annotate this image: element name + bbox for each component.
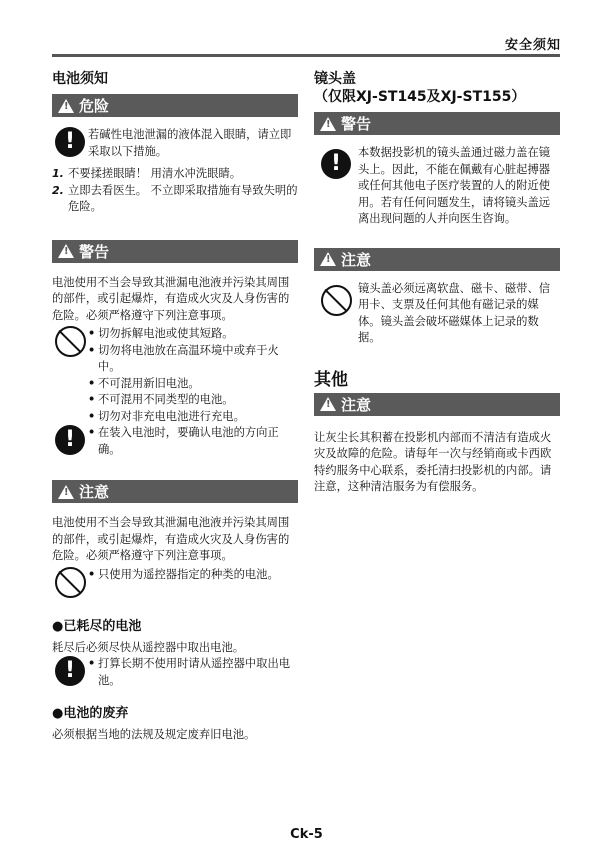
other-caution-label: 注意	[341, 395, 372, 414]
prohibited-icon	[321, 285, 352, 316]
list-item: • 打算长期不使用时请从遥控器中取出电池。	[88, 656, 298, 689]
caution-text: 电池使用不当会导致其泄漏电池液并污染其周围的部件，或引起爆炸，有造成火灾及人身伤害的危险。必须严格遵守下列注意事项。	[52, 516, 290, 562]
list-item: • 切勿对非充电电池进行充电。	[88, 409, 298, 426]
caution-label: 注意	[79, 483, 110, 501]
mandatory-icon: !	[55, 127, 85, 157]
battery-section-title: 电池须知	[52, 71, 108, 87]
lens-caution-label: 注意	[341, 250, 372, 269]
warning-triangle-icon	[320, 252, 336, 266]
prohibited-icon	[55, 567, 86, 598]
warning-triangle-icon	[58, 485, 74, 499]
mandatory-icon: !	[321, 149, 351, 179]
lens-caution-bar	[314, 248, 560, 271]
dead-battery-text: 耗尽后必须尽快从遥控器中取出电池。	[52, 640, 245, 654]
warning-text: 电池使用不当会导致其泄漏电池液并污染其周围的部件，或引起爆炸，有造成火灾及人身伤害的危险。必须严格遵守下列注意事项。	[52, 275, 290, 322]
warning-triangle-icon	[320, 397, 336, 411]
mandatory-icon: !	[55, 425, 85, 455]
danger-text: 若碱性电池泄漏的液体混入眼睛，请立即采取以下措施。	[88, 128, 292, 158]
danger-label: 危险	[79, 97, 110, 115]
disposal-text: 必须根据当地的法规及规定废弃旧电池。	[52, 728, 256, 741]
dead-battery-mandatory	[52, 656, 298, 689]
list-item: • 不可混用新旧电池。	[88, 376, 298, 393]
lens-warning-bar	[314, 112, 560, 135]
warning-triangle-icon	[58, 99, 74, 113]
page-number: Ck-5	[290, 827, 323, 842]
lens-warning-notice	[314, 145, 560, 228]
dead-battery-title: ●已耗尽的电池	[52, 618, 142, 634]
warning-triangle-icon	[58, 244, 74, 258]
warning-bar	[52, 240, 298, 263]
list-item: • 不可混用不同类型的电池。	[88, 392, 298, 409]
list-item: 2. 立即去看医生。 不立即采取措施有导致失明的危险。	[52, 183, 298, 213]
list-item: 1. 不要揉搓眼睛！ 用清水冲洗眼睛。	[52, 167, 242, 180]
lens-cap-title: 镜头盖	[314, 71, 356, 87]
danger-bar	[52, 94, 298, 117]
list-item: • 在装入电池时，要确认电池的方向正确。	[88, 425, 298, 458]
left-column	[52, 70, 298, 744]
list-item: • 切勿将电池放在高温环境中或弃于火中。	[88, 343, 298, 376]
lens-cap-subtitle: （仅限XJ-ST145及XJ-ST155）	[314, 89, 526, 105]
header-rule	[52, 54, 560, 57]
mandatory-icon: !	[55, 656, 85, 686]
warning-mandatory	[52, 425, 298, 458]
prohibited-icon	[55, 326, 86, 357]
lens-warning-text: 本数据投影机的镜头盖通过磁力盖在镜头上。因此，不能在佩戴有心脏起搏器或任何其他电子医疗装置的人的附近使用。若有任何问题发生，请将镜头盖远离出现问题的人并向医生咨询。	[358, 146, 551, 225]
right-column	[314, 70, 560, 496]
caution-bar	[52, 480, 298, 503]
other-caution-text: 让灰尘长其积蓄在投影机内部而不清洁有造成火灾及故障的危险。请每年一次与经销商或卡西欧特约服务中心联系，委托清扫投影机的内部。请注意，这种清洁服务为有偿服务。	[314, 430, 552, 493]
lens-caution-text: 镜头盖必须远离软盘、磁卡、磁带、信用卡、支票及任何其他有磁记录的媒体。镜头盖会破坏磁媒体上记录的数据。	[358, 281, 551, 344]
header-title: 安全须知	[504, 38, 561, 53]
disposal-title: ●电池的废弃	[52, 706, 129, 721]
lens-warning-label: 警告	[341, 115, 372, 133]
caution-prohibited	[52, 567, 298, 598]
list-item: • 只使用为遥控器指定的种类的电池。	[88, 567, 298, 584]
danger-steps	[52, 166, 298, 216]
warning-prohibited	[52, 326, 298, 425]
lens-caution-notice	[314, 281, 560, 347]
warning-label: 警告	[79, 242, 110, 261]
other-title: 其他	[314, 369, 348, 390]
list-item: • 切勿拆解电池或使其短路。	[88, 326, 298, 343]
warning-triangle-icon	[320, 117, 336, 131]
other-caution-bar	[314, 393, 560, 416]
danger-notice	[52, 127, 298, 160]
